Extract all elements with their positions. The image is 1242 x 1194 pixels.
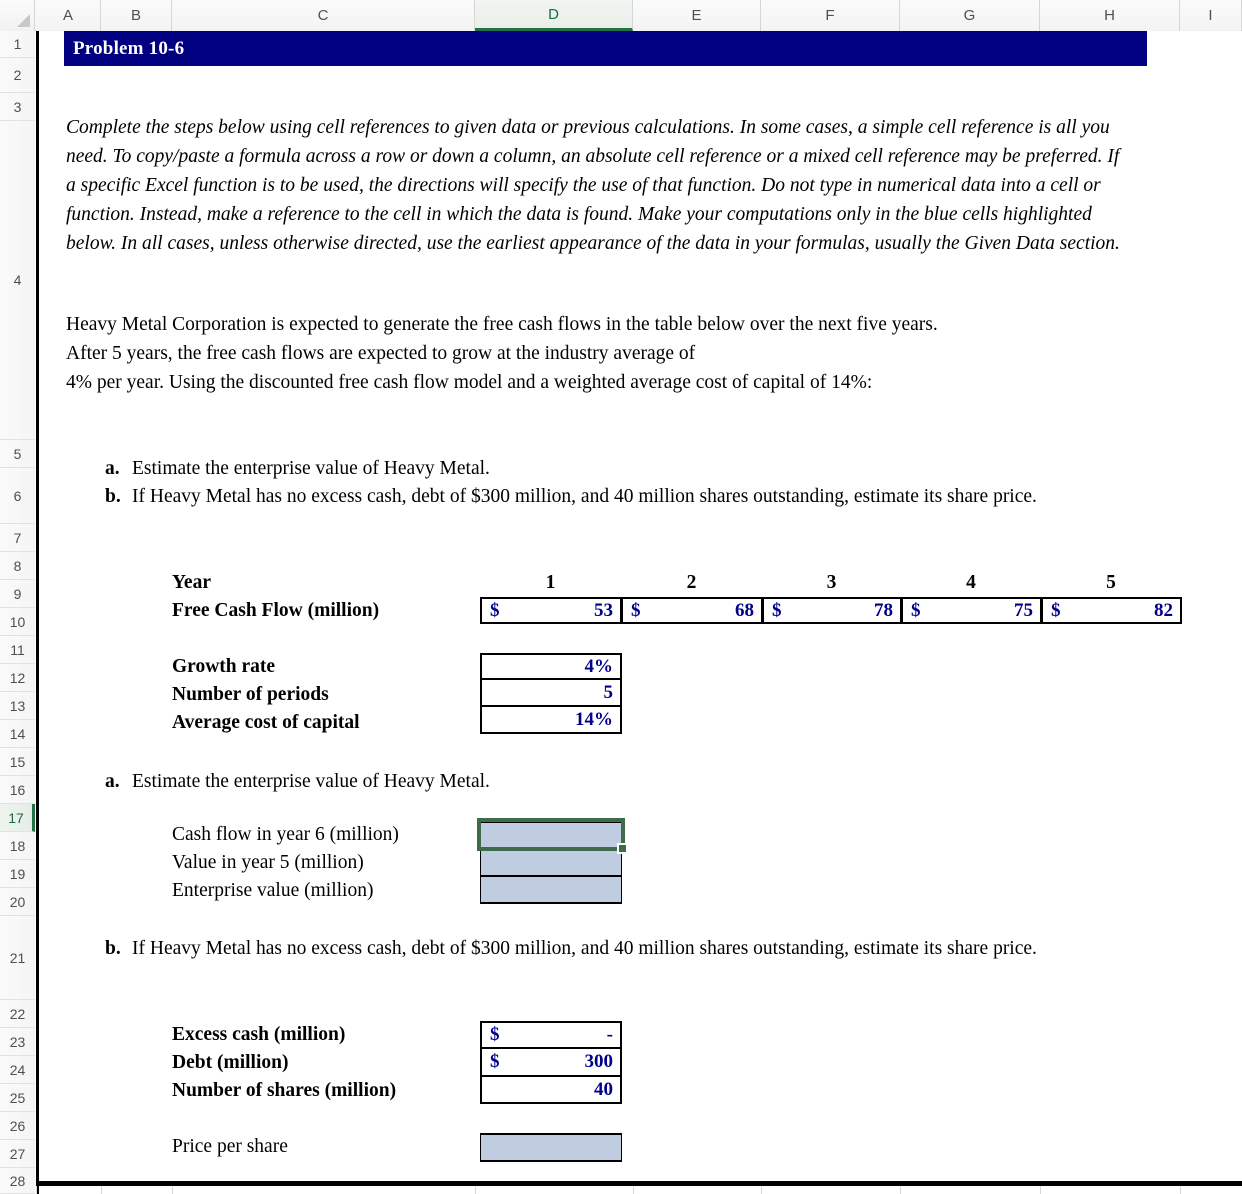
row-header-12[interactable]: 12 [0,664,35,692]
row-header-9[interactable]: 9 [0,580,35,608]
fcf-value-2: 68 [735,599,754,621]
scenario-line-3: 4% per year. Using the discounted free cash flow model and a weighted average cost of capital of 14%: [66,372,873,393]
grid-tick [101,1186,102,1194]
currency-symbol: $ [490,1051,500,1072]
row-header-22[interactable]: 22 [0,1000,35,1028]
enterprise-value-input[interactable] [480,876,622,904]
question-a-top [105,455,1155,483]
row-header-8[interactable]: 8 [0,552,35,580]
growth-rate-cell[interactable] [480,653,622,679]
excess-cash-label: Excess cash (million) [172,1024,346,1045]
year-header-2: 2 [686,572,697,593]
question-b-restated [105,935,1140,963]
currency-symbol: $ [772,599,782,621]
debt-value: 300 [584,1051,613,1072]
row-header-26[interactable]: 26 [0,1112,35,1140]
wacc-cell[interactable] [480,706,622,734]
column-header-A[interactable]: A [36,0,101,31]
debt-label: Debt (million) [172,1052,289,1073]
shares-cell[interactable] [480,1076,622,1104]
row-header-25[interactable]: 25 [0,1084,35,1112]
row-header-28[interactable]: 28 [0,1168,35,1194]
fcf-value-1: 53 [594,599,613,621]
column-header-I[interactable]: I [1180,0,1242,31]
scenario-line-1: Heavy Metal Corporation is expected to generate the free cash flows in the table below over the next five years. [66,314,938,335]
question-b-top [105,483,1140,511]
row-header-7[interactable]: 7 [0,524,35,552]
row-header-17[interactable]: 17 [0,804,35,832]
question-a-text: Estimate the enterprise value of Heavy Metal. [132,771,490,792]
year-row-label: Year [172,572,211,593]
question-a-text: Estimate the enterprise value of Heavy Metal. [132,458,490,479]
column-header-E[interactable]: E [633,0,761,31]
currency-symbol: $ [1051,599,1061,621]
year-header-3: 3 [826,572,837,593]
row-header-3[interactable]: 3 [0,93,35,121]
column-header-B[interactable]: B [101,0,172,31]
page-title: Problem 10-6 [73,37,185,59]
row-header-6[interactable]: 6 [0,468,35,524]
sheet-bottom-border [36,1181,1242,1186]
row-header-23[interactable]: 23 [0,1028,35,1056]
question-b-text: If Heavy Metal has no excess cash, debt of $300 million, and 40 million shares outstanding, estimate its share price. [132,486,1037,507]
select-all-triangle-icon [17,14,30,27]
debt-cell[interactable] [480,1048,622,1076]
grid-tick [900,1186,901,1194]
row-header-11[interactable]: 11 [0,636,35,664]
row-header-14[interactable]: 14 [0,720,35,748]
grid-tick [1040,1186,1041,1194]
fcf-value-4: 75 [1014,599,1033,621]
column-header-D[interactable]: D [475,0,633,31]
price-per-share-label: Price per share [172,1136,288,1157]
column-header-C[interactable]: C [172,0,475,31]
question-b-text: If Heavy Metal has no excess cash, debt of $300 million, and 40 million shares outstanding, estimate its share price. [132,938,1037,959]
grid-tick [761,1186,762,1194]
grid-tick [172,1186,173,1194]
question-b-letter: b. [105,486,121,507]
row-header-strip [0,31,35,1194]
shares-value: 40 [594,1078,613,1100]
currency-symbol: $ [490,1024,500,1045]
scenario-line-2: After 5 years, the free cash flows are expected to grow at the industry average of [66,343,696,364]
question-b-letter: b. [105,938,121,959]
fcf-value-3: 78 [874,599,893,621]
row-header-21[interactable]: 21 [0,916,35,1000]
cash-flow-year6-label: Cash flow in year 6 (million) [172,824,399,845]
row-header-20[interactable]: 20 [0,888,35,916]
column-header-G[interactable]: G [900,0,1040,31]
row-header-1[interactable]: 1 [0,31,35,58]
year-header-1: 1 [545,572,556,593]
fcf-cell-year-3[interactable] [762,597,902,624]
row-header-4[interactable]: 4 [0,121,35,440]
price-per-share-input[interactable] [480,1133,622,1162]
grid-tick [1180,1186,1181,1194]
growth-rate-value: 4% [584,655,613,677]
growth-rate-label: Growth rate [172,656,276,677]
column-header-strip [0,0,1242,31]
question-a-letter: a. [105,458,120,479]
excess-cash-value: - [606,1024,613,1045]
fcf-cell-year-5[interactable] [1041,597,1182,624]
row-header-16[interactable]: 16 [0,776,35,804]
column-header-H[interactable]: H [1040,0,1180,31]
periods-value: 5 [603,681,613,703]
periods-label: Number of periods [172,684,329,705]
fcf-row-label: Free Cash Flow (million) [172,600,380,621]
value-year5-label: Value in year 5 (million) [172,852,364,873]
question-a-letter: a. [105,771,120,792]
grid-tick [633,1186,634,1194]
grid-tick [475,1186,476,1194]
row-header-18[interactable]: 18 [0,832,35,860]
row-header-24[interactable]: 24 [0,1056,35,1084]
wacc-label: Average cost of capital [172,712,360,733]
year-header-4: 4 [966,572,976,593]
fcf-cell-year-1[interactable] [480,597,622,624]
excess-cash-cell[interactable] [480,1021,622,1048]
grid-tick [36,1186,37,1194]
problem-title-banner [64,31,1147,66]
row-header-5[interactable]: 5 [0,440,35,468]
enterprise-value-label: Enterprise value (million) [172,880,374,901]
select-all-corner[interactable] [0,0,35,31]
shares-label: Number of shares (million) [172,1080,397,1101]
currency-symbol: $ [631,599,641,621]
currency-symbol: $ [490,599,500,621]
row-header-10[interactable]: 10 [0,608,35,636]
scenario-paragraph [66,310,1156,397]
row-header-19[interactable]: 19 [0,860,35,888]
row-header-27[interactable]: 27 [0,1140,35,1168]
row-header-13[interactable]: 13 [0,692,35,720]
fcf-cell-year-4[interactable] [901,597,1042,624]
currency-symbol: $ [911,599,921,621]
wacc-value: 14% [575,708,613,730]
fcf-cell-year-2[interactable] [621,597,763,624]
column-header-F[interactable]: F [761,0,900,31]
year-header-5: 5 [1106,572,1116,593]
cash-flow-year6-input[interactable] [480,821,622,848]
instructions-paragraph: Complete the steps below using cell references to given data or previous calculations. In some cases, a simple cell reference is all you need. To copy/paste a formula across a row or down a column, an absolute cell reference or a mixed cell reference may be preferred. If a specific Excel function is to be used, the directions will specify the use of that function. Do not type in numerical data into a cell or function. Instead, make a reference to the cell in which the data is found. Make your computations only in the blue cells highlighted below. In all cases, unless otherwise directed, use the earliest appearance of the data in your formulas, usually the Given Data section. [66,117,1120,254]
periods-cell[interactable] [480,679,622,706]
row-header-15[interactable]: 15 [0,748,35,776]
question-a-restated [105,768,1155,796]
value-year5-input[interactable] [480,848,622,876]
fcf-value-5: 82 [1154,599,1173,621]
row-header-2[interactable]: 2 [0,58,35,93]
